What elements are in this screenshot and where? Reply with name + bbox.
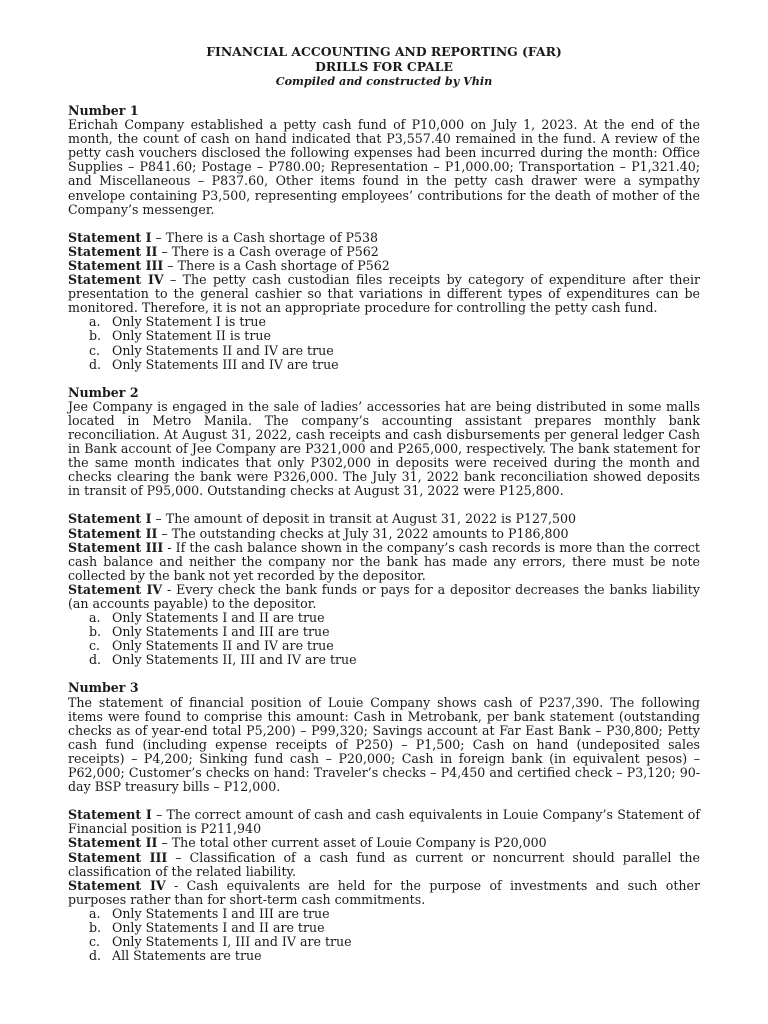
choice-d: d. Only Statements II, III and IV are true — [89, 652, 357, 668]
choice-d: d. All Statements are true — [89, 948, 262, 964]
statement-text: – The correct amount of cash and cash equivalents in Louie Company’s Statement of Financial position is P211,940 — [68, 807, 700, 837]
statement-3 — [68, 541, 700, 583]
answer-choices — [68, 315, 700, 371]
statement-text: – The petty cash custodian files receipts by category of expenditure after their presentation to the general cashier so that variations in different types of expenditures can be monitored. Therefore, it is not an appropriate procedure for controlling the petty cash fund. — [68, 272, 700, 316]
statement-text: - Cash equivalents are held for the purpose of investments and such other purposes rather than for short-term cash commitments. — [68, 877, 700, 907]
statement-label: Statement II — [68, 835, 158, 851]
statement-3 — [68, 851, 700, 879]
statement-1 — [68, 808, 700, 836]
statement-label: Statement III — [68, 849, 168, 865]
problem-body: Jee Company is engaged in the sale of ladies’ accessories hat are being distributed in some malls located in Metro Manila. The company’s accounting assistant prepares monthly bank reconciliation. At August 31, 2022, cash receipts and cash disbursements per general ledger Cash in Bank account of Jee Company are P321,000 and P265,000, respectively. The bank statement for the same month indicates that only P302,000 in deposits were received during the month and checks clearing the bank were P326,000. The July 31, 2022 bank reconciliation showed deposits in transit of P95,000. Outstanding checks at August 31, 2022 were P125,800. — [68, 398, 700, 499]
choice-b: b. Only Statements I and II are true — [89, 919, 325, 935]
statement-2 — [68, 836, 700, 850]
problem-body: The statement of financial position of Louie Company shows cash of P237,390. The following items were found to comprise this amount: Cash in Metrobank, per bank statement (outstanding checks as of year-end total P5,200) – P99,320; Savings account at Far East Bank – P30,800; Petty cash fund (including expense receipts of P250) – P1,500; Cash on hand (undeposited sales receipts) – P4,200; Sinking fund cash – P20,000; Cash in foreign bank (in equivalent pesos) – P62,000; Customer’s checks on hand: Traveler’s checks – P4,450 and certified check – P3,120; 90-day BSP treasury bills – P12,000. — [68, 694, 700, 795]
problem-1 — [68, 104, 700, 372]
statement-text: – There is a Cash overage of P562 — [157, 243, 379, 259]
statement-2 — [68, 527, 700, 541]
choice-d: d. Only Statements III and IV are true — [89, 356, 339, 372]
statement-label: Statement I — [68, 229, 152, 245]
problem-heading: Number 1 — [68, 103, 139, 118]
statement-label: Statement IV — [68, 581, 163, 597]
statement-label: Statement II — [68, 243, 158, 259]
choice-b: b. Only Statements I and III are true — [89, 624, 330, 640]
statement-2 — [68, 245, 700, 259]
choice-c: c. Only Statements II and IV are true — [89, 342, 334, 358]
statement-label: Statement I — [68, 807, 152, 823]
statement-text: – There is a Cash shortage of P538 — [151, 229, 378, 245]
document-credit: Compiled and constructed by Vhin — [275, 74, 493, 88]
statement-label: Statement III — [68, 539, 164, 555]
document-subtitle: DRILLS FOR CPALE — [315, 59, 453, 74]
statement-4 — [68, 879, 700, 907]
problem-heading: Number 3 — [68, 680, 139, 696]
statement-text: – The outstanding checks at July 31, 2022 amounts to P186,800 — [157, 525, 569, 541]
statement-label: Statement IV — [68, 272, 164, 288]
choice-a: a. Only Statement I is true — [89, 314, 266, 330]
choice-c: c. Only Statements II and IV are true — [89, 638, 334, 654]
statement-3 — [68, 259, 700, 273]
statement-1 — [68, 231, 700, 245]
statement-text: – There is a Cash shortage of P562 — [163, 257, 390, 273]
statement-4 — [68, 273, 700, 315]
problem-heading: Number 2 — [68, 384, 139, 400]
statement-text: – Classification of a cash fund as current or noncurrent should parallel the classification of the related liability. — [68, 849, 700, 879]
statement-4 — [68, 583, 700, 611]
statement-text: - Every check the bank funds or pays for a depositor decreases the banks liability (an accounts payable) to the depositor. — [68, 581, 700, 611]
statement-1 — [68, 512, 700, 526]
problem-3 — [68, 681, 700, 963]
statement-label: Statement III — [68, 257, 164, 273]
problem-2 — [68, 386, 700, 668]
statement-label: Statement IV — [68, 877, 166, 893]
statement-label: Statement II — [68, 525, 158, 541]
choice-a: a. Only Statements I and III are true — [89, 905, 330, 921]
problem-body: Erichah Company established a petty cash fund of P10,000 on July 1, 2023. At the end of the month, the count of cash on hand indicated that P3,557.40 remained in the fund. A review of the petty cash vouchers disclosed the following expenses had been incurred during the month: Office Supplies – P841.60; Postage – P780.00; Representation – P1,000.00; Transportation – P1,321.40; and Miscellaneous – P837.60, Other items found in the petty cash drawer were a sympathy envelope containing P3,500, representing employees’ contributions for the death of mother of the Company’s messenger. — [68, 117, 700, 217]
document-title: FINANCIAL ACCOUNTING AND REPORTING (FAR) — [206, 44, 562, 59]
choice-b: b. Only Statement II is true — [89, 328, 271, 344]
statement-text: – The total other current asset of Louie Company is P20,000 — [157, 835, 547, 851]
statement-text: - If the cash balance shown in the company’s cash records is more than the correct cash balance and neither the company nor the bank has made any errors, there must be note collected by the bank not yet recorded by the depositor. — [68, 539, 700, 583]
choice-c: c. Only Statements I, III and IV are true — [89, 934, 352, 950]
answer-choices — [68, 907, 700, 963]
statement-text: – The amount of deposit in transit at August 31, 2022 is P127,500 — [151, 511, 577, 527]
choice-a: a. Only Statements I and II are true — [89, 610, 325, 626]
statement-label: Statement I — [68, 511, 152, 527]
answer-choices — [68, 611, 700, 667]
